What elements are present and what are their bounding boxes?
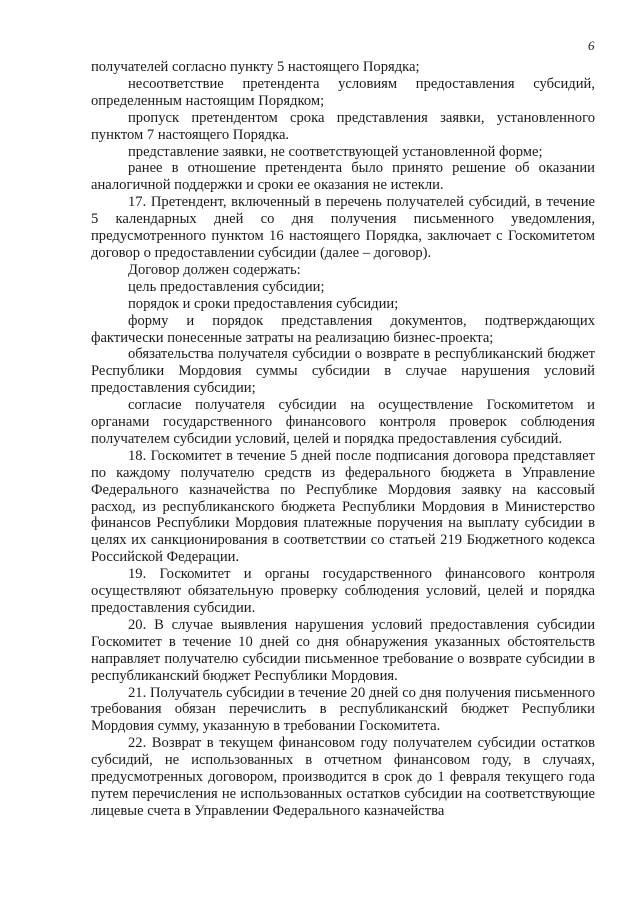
paragraph: согласие получателя субсидии на осуществление Госкомитетом и органами государственного финансового контроля проверок соблюдения получателем субсидии условий, целей и порядка предоставления субсидий. (91, 397, 595, 447)
paragraph: 20. В случае выявления нарушения условий предоставления субсидии Госкомитет в течение 10 дней со дня обнаружения указанных обстоятельств направляет получателю субсидии письменное требование о возврате субсидии в республиканский бюджет Республики Мордовия. (91, 616, 595, 684)
paragraph: форму и порядок представления документов, подтверждающих фактически понесенные затраты на реализацию бизнес-проекта; (91, 312, 595, 346)
paragraph: ранее в отношение претендента было принято решение об оказании аналогичной поддержки и сроки ее оказания не истекли. (91, 160, 595, 194)
paragraph: пропуск претендентом срока представления заявки, установленного пунктом 7 настоящего Порядка. (91, 109, 595, 143)
paragraph: порядок и сроки предоставления субсидии; (128, 295, 399, 312)
paragraph: 21. Получатель субсидии в течение 20 дней со дня получения письменного требования обязан перечислить в республиканский бюджет Республики Мордовия сумму, указанную в требовании Госкомитета. (91, 684, 595, 735)
paragraph: Договор должен содержать: (128, 261, 301, 278)
paragraph: представление заявки, не соответствующей установленной форме; (128, 143, 543, 160)
paragraph: цель предоставления субсидии; (128, 278, 325, 295)
paragraph: несоответствие претендента условиям предоставления субсидий, определенным настоящим Порядком; (91, 75, 595, 109)
paragraph: 17. Претендент, включенный в перечень получателей субсидий, в течение 5 календарных дней со дня получения письменного уведомления, предусмотренного пунктом 16 настоящего Порядка, заключает с Госкомитетом договор о предоставлении субсидии (далее – договор). (91, 194, 595, 261)
paragraph: обязательства получателя субсидии о возврате в республиканский бюджет Республики Мордовия суммы субсидии в случае нарушения условий предоставления субсидии; (91, 346, 595, 397)
paragraph: получателей согласно пункту 5 настоящего Порядка; (91, 59, 420, 75)
body-text (91, 59, 595, 820)
paragraph: 18. Госкомитет в течение 5 дней после подписания договора представляет по каждому получателю средств из федерального бюджета в Управление Федерального казначейства по Республике Мордовия заявку на кассовый расход, из республиканского бюджета Республики Мордовия в Министерство финансов Республики Мордовия платежные поручения на выплату субсидии в целях их санкционирования в соответствии со статьей 219 Бюджетного кодекса Российской Федерации. (91, 447, 595, 566)
paragraph: 19. Госкомитет и органы государственного финансового контроля осуществляют обязательную проверку соблюдения условий, целей и порядка предоставления субсидии. (91, 566, 595, 616)
page-number: 6 (588, 38, 595, 53)
paragraph: 22. Возврат в текущем финансовом году получателем субсидии остатков субсидий, не использованных в отчетном финансовом году, в случаях, предусмотренных договором, производится в срок до 1 февраля текущего года путем перечисления не использованных остатков субсидии на соответствующие лицевые счета в Управлении Федерального казначейства (91, 735, 595, 819)
